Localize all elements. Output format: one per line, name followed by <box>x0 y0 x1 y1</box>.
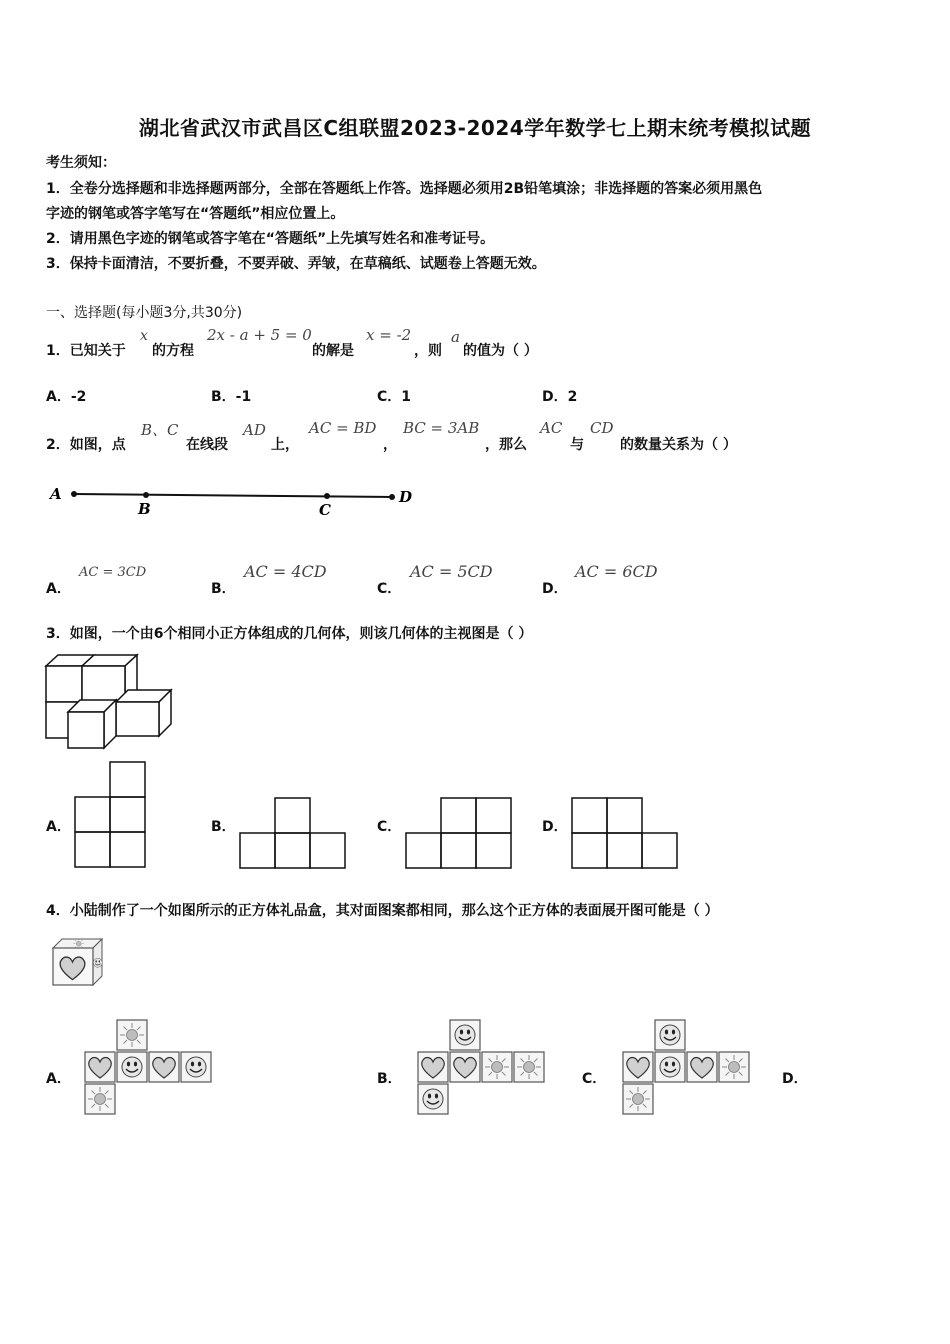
q1-option-c[interactable]: C．1 <box>377 389 412 405</box>
point-c <box>324 493 330 499</box>
q3-option-a-label[interactable]: A． <box>46 819 71 835</box>
q3-text: 3．如图，一个由6个相同小正方体组成的几何体，则该几何体的主视图是（ ） <box>46 626 533 642</box>
q2-option-a[interactable]: AC = 3CD <box>79 565 147 580</box>
q4-gift-box-figure <box>52 938 108 988</box>
point-a <box>71 491 77 497</box>
q4-option-c-label[interactable]: C． <box>582 1071 607 1087</box>
notice-item-3: 3．保持卡面清洁，不要折叠，不要弄破、弄皱，在草稿纸、试题卷上答题无效。 <box>46 256 546 272</box>
label-b: B <box>138 500 151 518</box>
q3-option-a-figure[interactable] <box>74 762 148 870</box>
q2-mid1: 在线段 <box>186 437 228 453</box>
label-c: C <box>319 501 331 519</box>
notice-item-1: 1．全卷分选择题和非选择题两部分，全部在答题纸上作答。选择题必须用2B铅笔填涂；非选择题的答案必须用黑色 <box>46 181 763 197</box>
q1-option-d[interactable]: D．2 <box>542 389 578 405</box>
notice-item-2: 2．请用黑色字迹的钢笔或答字笔在“答题纸”上先填写姓名和准考证号。 <box>46 231 495 247</box>
q2-option-d[interactable]: AC = 6CD <box>575 562 658 581</box>
q3-option-d-label[interactable]: D． <box>542 819 568 835</box>
q4-option-b-label[interactable]: B． <box>377 1071 402 1087</box>
q4-option-d-label[interactable]: D． <box>782 1071 808 1087</box>
q2-option-a-label[interactable]: A． <box>46 581 71 597</box>
q2-seg2: CD <box>590 419 614 437</box>
section-heading: 一、选择题(每小题3分,共30分) <box>46 305 243 321</box>
q3-option-b-label[interactable]: B． <box>211 819 236 835</box>
label-d: D <box>399 488 413 506</box>
q2-option-b[interactable]: AC = 4CD <box>244 562 327 581</box>
notice-heading: 考生须知： <box>46 155 116 171</box>
q1-mid1: 的方程 <box>152 343 194 359</box>
q1-var-x: x <box>140 328 148 344</box>
q2-cond1: AC = BD <box>309 419 377 437</box>
q1-mid3: ，则 <box>414 343 442 359</box>
q2-prefix: 2．如图，点 <box>46 437 126 453</box>
q2-segment: AD <box>243 421 266 439</box>
q2-comma: ， <box>383 437 397 453</box>
q2-option-c[interactable]: AC = 5CD <box>410 562 493 581</box>
q1-prefix: 1．已知关于 <box>46 343 126 359</box>
q2-suffix: 的数量关系为（ ） <box>620 437 737 453</box>
q2-points: B、C <box>141 421 179 439</box>
q1-option-b[interactable]: B．-1 <box>211 389 252 405</box>
q1-solution: x = -2 <box>366 326 412 344</box>
q4-option-a-net[interactable] <box>84 1019 219 1116</box>
q2-segment-figure <box>40 480 430 525</box>
q4-option-a-label[interactable]: A． <box>46 1071 71 1087</box>
q3-option-c-label[interactable]: C． <box>377 819 402 835</box>
q2-mid2: 上， <box>271 437 299 453</box>
q1-mid2: 的解是 <box>312 343 354 359</box>
q2-cond2: BC = 3AB <box>403 419 480 437</box>
q2-option-c-label[interactable]: C． <box>377 581 402 597</box>
q1-suffix: 的值为（ ） <box>463 343 538 359</box>
q3-option-b-figure[interactable] <box>239 797 349 870</box>
q4-text: 4．小陆制作了一个如图所示的正方体礼品盒，其对面图案都相同，那么这个正方体的表面展开图可能是（ ） <box>46 903 719 919</box>
q3-option-c-figure[interactable] <box>405 797 515 870</box>
q2-option-d-label[interactable]: D． <box>542 581 568 597</box>
q4-option-c-net[interactable] <box>622 1019 754 1116</box>
q1-var-a: a <box>451 328 460 346</box>
q1-option-a[interactable]: A．-2 <box>46 389 87 405</box>
q2-mid3: ，那么 <box>485 437 527 453</box>
q2-option-b-label[interactable]: B． <box>211 581 236 597</box>
q4-option-b-net[interactable] <box>417 1019 547 1116</box>
q1-equation: 2x - a + 5 = 0 <box>207 326 312 344</box>
label-a: A <box>50 485 62 503</box>
page-title: 湖北省武汉市武昌区C组联盟2023-2024学年数学七上期末统考模拟试题 <box>138 116 812 140</box>
q3-cube-figure <box>44 652 179 752</box>
q3-option-d-figure[interactable] <box>571 797 681 870</box>
notice-item-1-cont: 字迹的钢笔或答字笔写在“答题纸”相应位置上。 <box>46 206 345 222</box>
point-b <box>143 492 149 498</box>
point-d <box>389 494 395 500</box>
q2-seg1: AC <box>540 419 563 437</box>
q2-mid4: 与 <box>570 437 584 453</box>
